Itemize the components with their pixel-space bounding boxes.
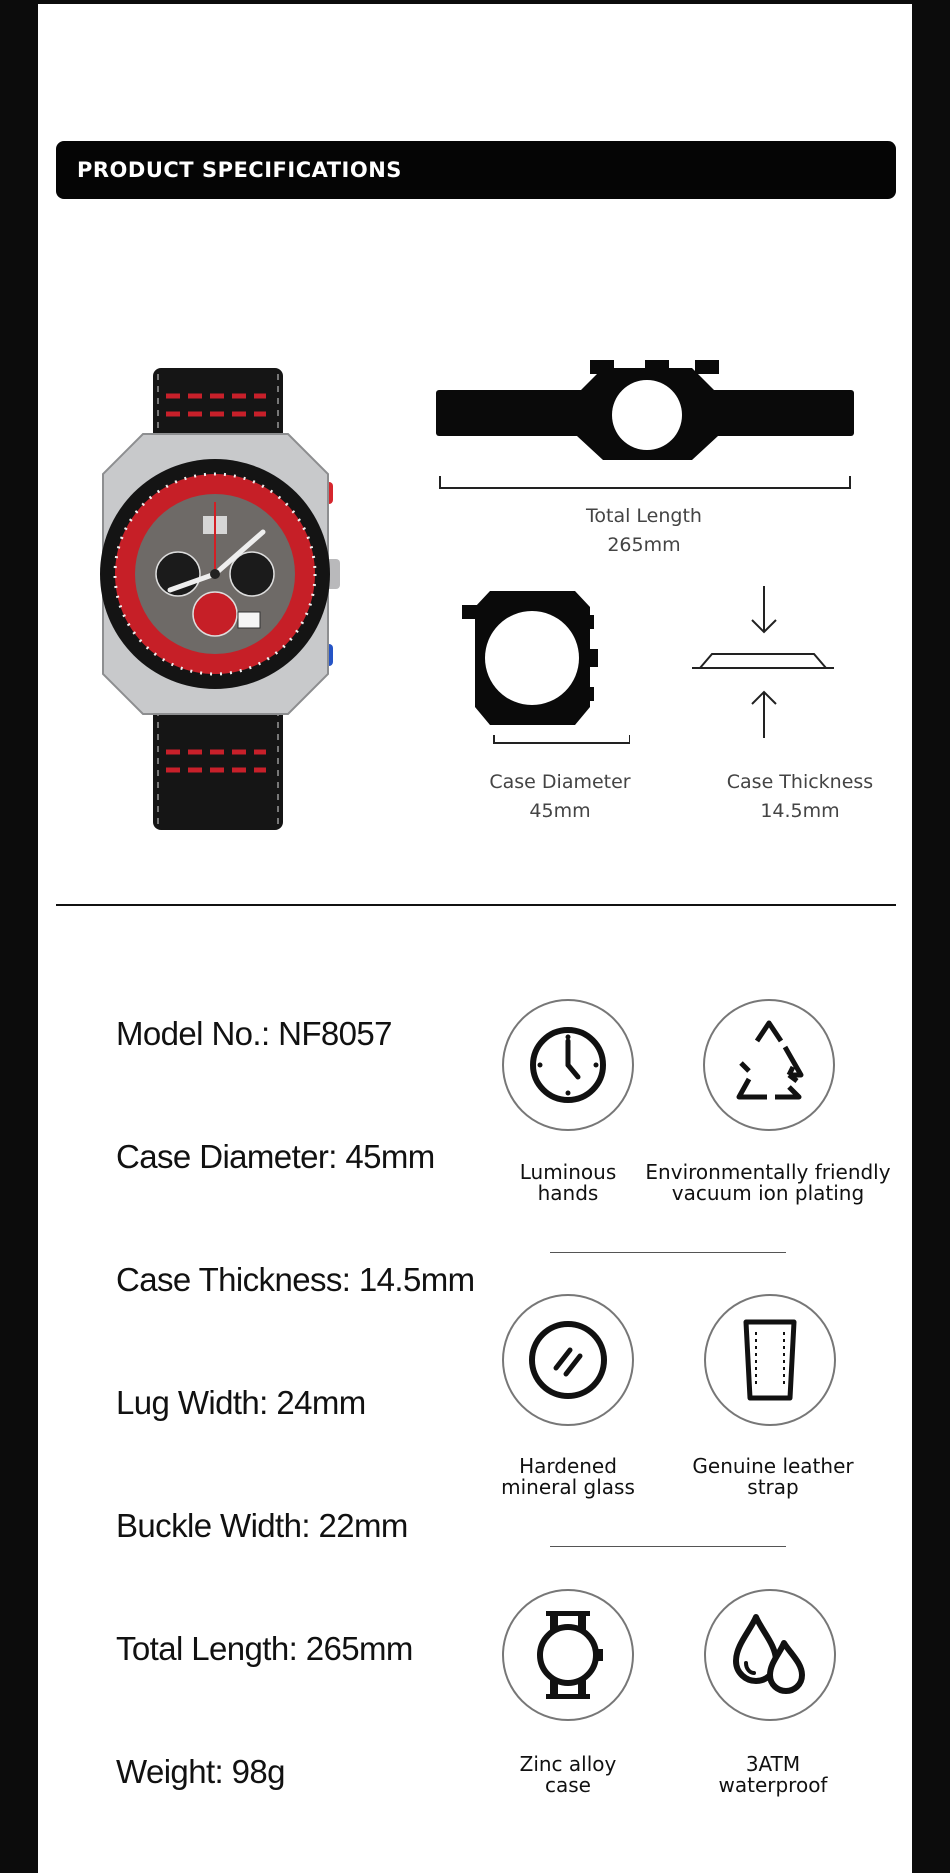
- waterproof-badge: [704, 1589, 836, 1721]
- feature-waterproof-line2: waterproof: [718, 1773, 828, 1797]
- spec-lug-width: Lug Width: 24mm: [116, 1384, 366, 1421]
- feature-ion-plating: [638, 1162, 898, 1204]
- ion-plating-badge: [703, 999, 835, 1131]
- total-length-value: 265mm: [607, 534, 681, 556]
- glass-icon: [504, 1296, 632, 1424]
- banner-title: PRODUCT SPECIFICATIONS: [77, 158, 402, 182]
- case-thickness-diagram: [684, 582, 844, 742]
- feature-ion-plating-line1: Environmentally friendly: [645, 1160, 891, 1184]
- spec-banner: [56, 141, 896, 199]
- spec-total-length: Total Length: 265mm: [116, 1630, 413, 1667]
- total-length-diagram: [430, 356, 860, 501]
- total-length-label: Total Length: [586, 505, 702, 527]
- spec-case-thickness: Case Thickness: 14.5mm: [116, 1261, 475, 1298]
- leather-strap-icon: [706, 1296, 834, 1424]
- feature-mineral-glass: [488, 1456, 648, 1498]
- spec-case-diameter: Case Diameter: 45mm: [116, 1138, 435, 1175]
- mineral-glass-badge: [502, 1294, 634, 1426]
- clock-icon: [504, 1001, 632, 1129]
- case-thickness-caption: [680, 768, 920, 826]
- case-thickness-label: Case Thickness: [726, 771, 874, 793]
- feature-waterproof: [688, 1754, 858, 1796]
- total-length-caption: [554, 502, 734, 560]
- feature-luminous-hands-line2: hands: [537, 1181, 599, 1205]
- watch-case-icon: [504, 1591, 632, 1719]
- feature-rule-2: [550, 1546, 786, 1547]
- luminous-hands-badge: [502, 999, 634, 1131]
- feature-zinc-alloy-line2: case: [545, 1773, 591, 1797]
- feature-rule-1: [550, 1252, 786, 1253]
- case-diameter-diagram: [450, 587, 630, 752]
- leather-strap-badge: [704, 1294, 836, 1426]
- spec-weight: Weight: 98g: [116, 1753, 285, 1790]
- feature-mineral-glass-line1: Hardened: [519, 1454, 617, 1478]
- case-thickness-value: 14.5mm: [760, 800, 840, 822]
- section-divider: [56, 904, 896, 906]
- case-diameter-value: 45mm: [529, 800, 591, 822]
- feature-zinc-alloy-line1: Zinc alloy: [519, 1752, 617, 1776]
- feature-mineral-glass-line2: mineral glass: [501, 1475, 635, 1499]
- spec-model-no: Model No.: NF8057: [116, 1015, 392, 1052]
- feature-luminous-hands-line1: Luminous: [519, 1160, 617, 1184]
- feature-leather-strap-line2: strap: [747, 1475, 799, 1499]
- zinc-alloy-badge: [502, 1589, 634, 1721]
- spec-buckle-width: Buckle Width: 22mm: [116, 1507, 408, 1544]
- feature-luminous-hands: [488, 1162, 648, 1204]
- case-diameter-caption: [430, 768, 690, 826]
- water-drops-icon: [706, 1591, 834, 1719]
- feature-ion-plating-line2: vacuum ion plating: [671, 1181, 865, 1205]
- case-diameter-label: Case Diameter: [489, 771, 631, 793]
- watch-photo: [88, 364, 418, 834]
- product-sheet: [38, 4, 912, 1873]
- feature-zinc-alloy: [488, 1754, 648, 1796]
- feature-waterproof-line1: 3ATM: [745, 1752, 801, 1776]
- feature-leather-strap: [678, 1456, 868, 1498]
- feature-leather-strap-line1: Genuine leather: [692, 1454, 854, 1478]
- recycle-icon: [705, 1001, 833, 1129]
